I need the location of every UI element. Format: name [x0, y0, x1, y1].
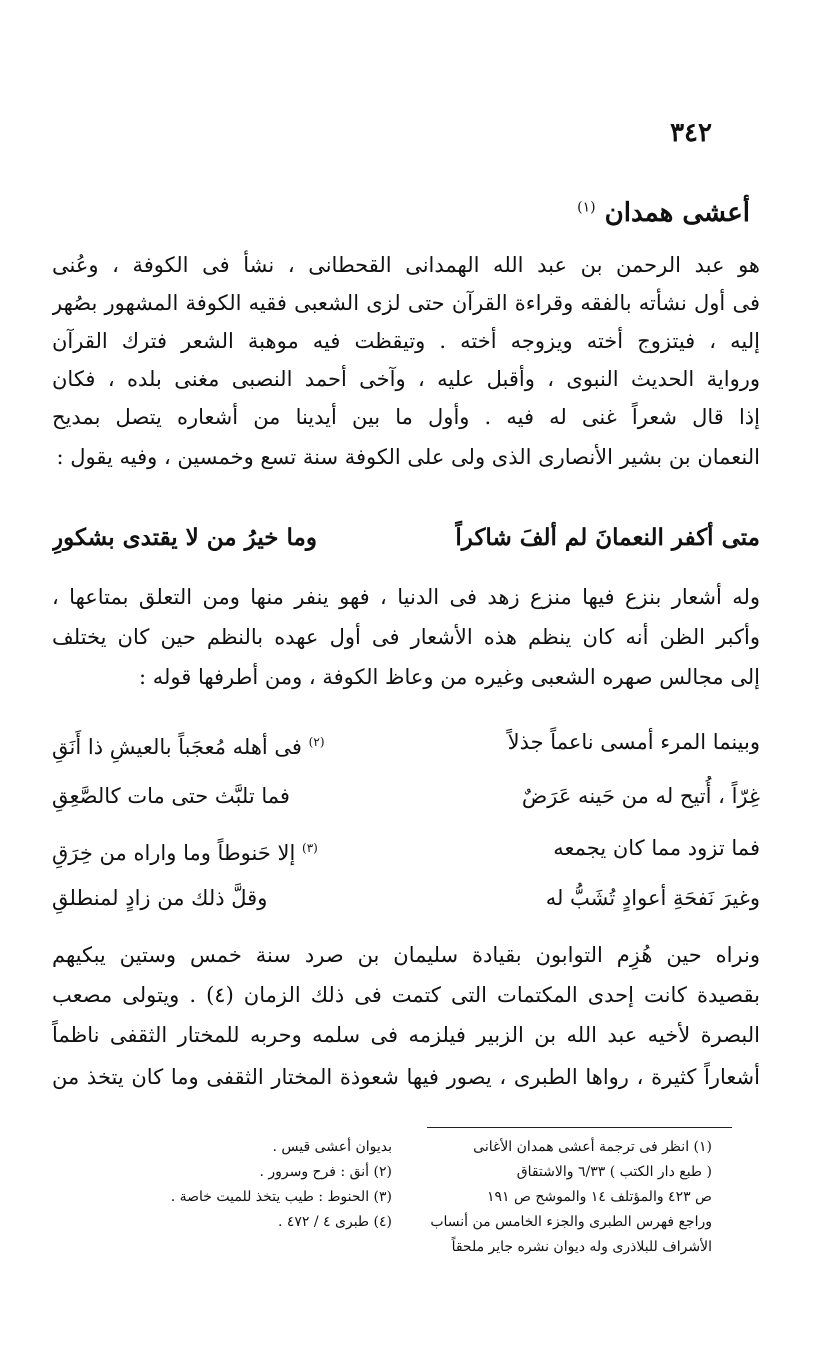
- verse-first-hemistich: وغيرَ نَفحَةِ أعوادٍ تُشَبُّ له: [545, 886, 760, 910]
- poem-verse: [52, 878, 760, 918]
- footnote-line: (٢) أنق : فرح وسرور .: [259, 1164, 392, 1180]
- paragraph-line: إذا قال شعراً غنى له فيه . وأول ما بين أيدينا من أشعاره يتصل بمديح: [52, 405, 760, 429]
- footnote-divider: [427, 1127, 732, 1128]
- verse-first-hemistich: فما تزود مما كان يجمعه: [553, 836, 760, 860]
- verse-first-hemistich: غِرّاً ، أُتيح له من حَينه عَرَضٌ: [521, 784, 760, 808]
- paragraph-line: أشعاراً كثيرة ، رواها الطبرى ، يصور فيها شعوذة المختار الثقفى وما كان يتخذ من: [52, 1065, 760, 1089]
- footnotes-right-column: [412, 1135, 712, 1260]
- footnote-line: ( طبع دار الكتب ) ٦/٣٣ والاشتقاق: [516, 1164, 712, 1180]
- footnote-line: (٤) طبرى ٤ / ٤٧٢ .: [277, 1214, 392, 1230]
- footnote-line: وراجع فهرس الطبرى والجزء الخامس من أنساب: [430, 1214, 712, 1230]
- paragraph-line: ونراه حين هُزِم التوابون بقيادة سليمان بن صرد سنة خمس وستين يبكيهم: [52, 943, 760, 967]
- verse-second-hemistich: وما خيرُ من لا يقتدى بشكورِ: [52, 524, 317, 551]
- footnote-line: (١) انظر فى ترجمة أعشى همدان الأغانى: [473, 1139, 712, 1155]
- verse-second-hemistich: $^{(٣)}$ إلا حَنوطاً وما واراه من خِرَقِ: [52, 841, 318, 865]
- poem-verse: [52, 776, 760, 816]
- footnote-marker: (٢): [308, 735, 325, 749]
- paragraph-line: إلى مجالس صهره الشعبى وغيره من وعاظ الكوفة ، ومن أطرفها قوله :: [138, 665, 760, 689]
- footnote-marker: (١): [577, 199, 596, 216]
- verse: [52, 518, 760, 558]
- verse-first-hemistich: وبينما المرء أمسى ناعماً جذلاً: [507, 730, 760, 754]
- paragraph-line: البصرة لأخيه عبد الله بن الزبير فيلزمه فى سلمه وحربه للمختار الثقفى ناظماً: [52, 1023, 760, 1047]
- verse-first-hemistich: متى أكفر النعمانَ لم ألفَ شاكراً: [455, 524, 760, 551]
- paragraph-line: النعمان بن بشير الأنصارى الذى ولى على الكوفة سنة تسع وخمسين ، وفيه يقول :: [56, 445, 760, 469]
- paragraph-line: هو عبد الرحمن بن عبد الله الهمدانى القحطانى ، نشأ فى الكوفة ، وعُنى: [52, 253, 760, 277]
- footnotes-left-column: [92, 1135, 392, 1235]
- paragraph-line: وله أشعار بنزع فيها منزع زهد فى الدنيا ، فهو ينفر منها ومن التعلق بمتاعها ،: [52, 585, 760, 609]
- footnote-line: بديوان أعشى قيس .: [272, 1139, 392, 1155]
- footnote-line: ص ٤٢٣ والمؤتلف ١٤ والموشح ص ١٩١: [486, 1189, 712, 1205]
- section-title: أعشى همدان: [604, 198, 750, 228]
- paragraph-line: فى أول نشأته بالفقه وقراءة القرآن حتى لزى الشعبى فقيه الكوفة المشهور بصُهر: [52, 291, 760, 315]
- poem-verse: [52, 828, 760, 868]
- verse-second-hemistich: $^{(٢)}$ فى أهله مُعجَباً بالعيشِ ذا أَنَقِ: [52, 735, 325, 759]
- footnote-line: الأشراف للبلاذرى وله ديوان نشره جاير ملحقاً: [451, 1239, 712, 1255]
- footnote-marker: (٣): [302, 841, 318, 855]
- paragraph-line: بقصيدة كانت إحدى المكتمات التى كتمت فى ذلك الزمان (٤) . ويتولى مصعب: [52, 983, 760, 1007]
- paragraph-line: ورواية الحديث النبوى ، وأقبل عليه ، وآخى أحمد النصبى مغنى بلده ، فكان: [52, 367, 760, 391]
- verse-second-hemistich: فما تلبَّث حتى مات كالصَّعِقِ: [52, 784, 290, 808]
- poem-verse: [52, 722, 760, 762]
- section-heading: [577, 198, 750, 228]
- paragraph-line: وأكبر الظن أنه كان ينظم هذه الأشعار فى أول عهده بالنظم حين كان يختلف: [52, 625, 760, 649]
- page-number: ٣٤٢: [670, 118, 712, 148]
- footnote-line: (٣) الحنوط : طيب يتخذ للميت خاصة .: [170, 1189, 392, 1205]
- verse-second-hemistich: وقلَّ ذلك من زادٍ لمنطلقِ: [52, 886, 268, 910]
- paragraph-line: إليه ، فيتزوج أخته ويزوجه أخته . وتيقظت فيه موهبة الشعر فترك القرآن: [52, 329, 760, 353]
